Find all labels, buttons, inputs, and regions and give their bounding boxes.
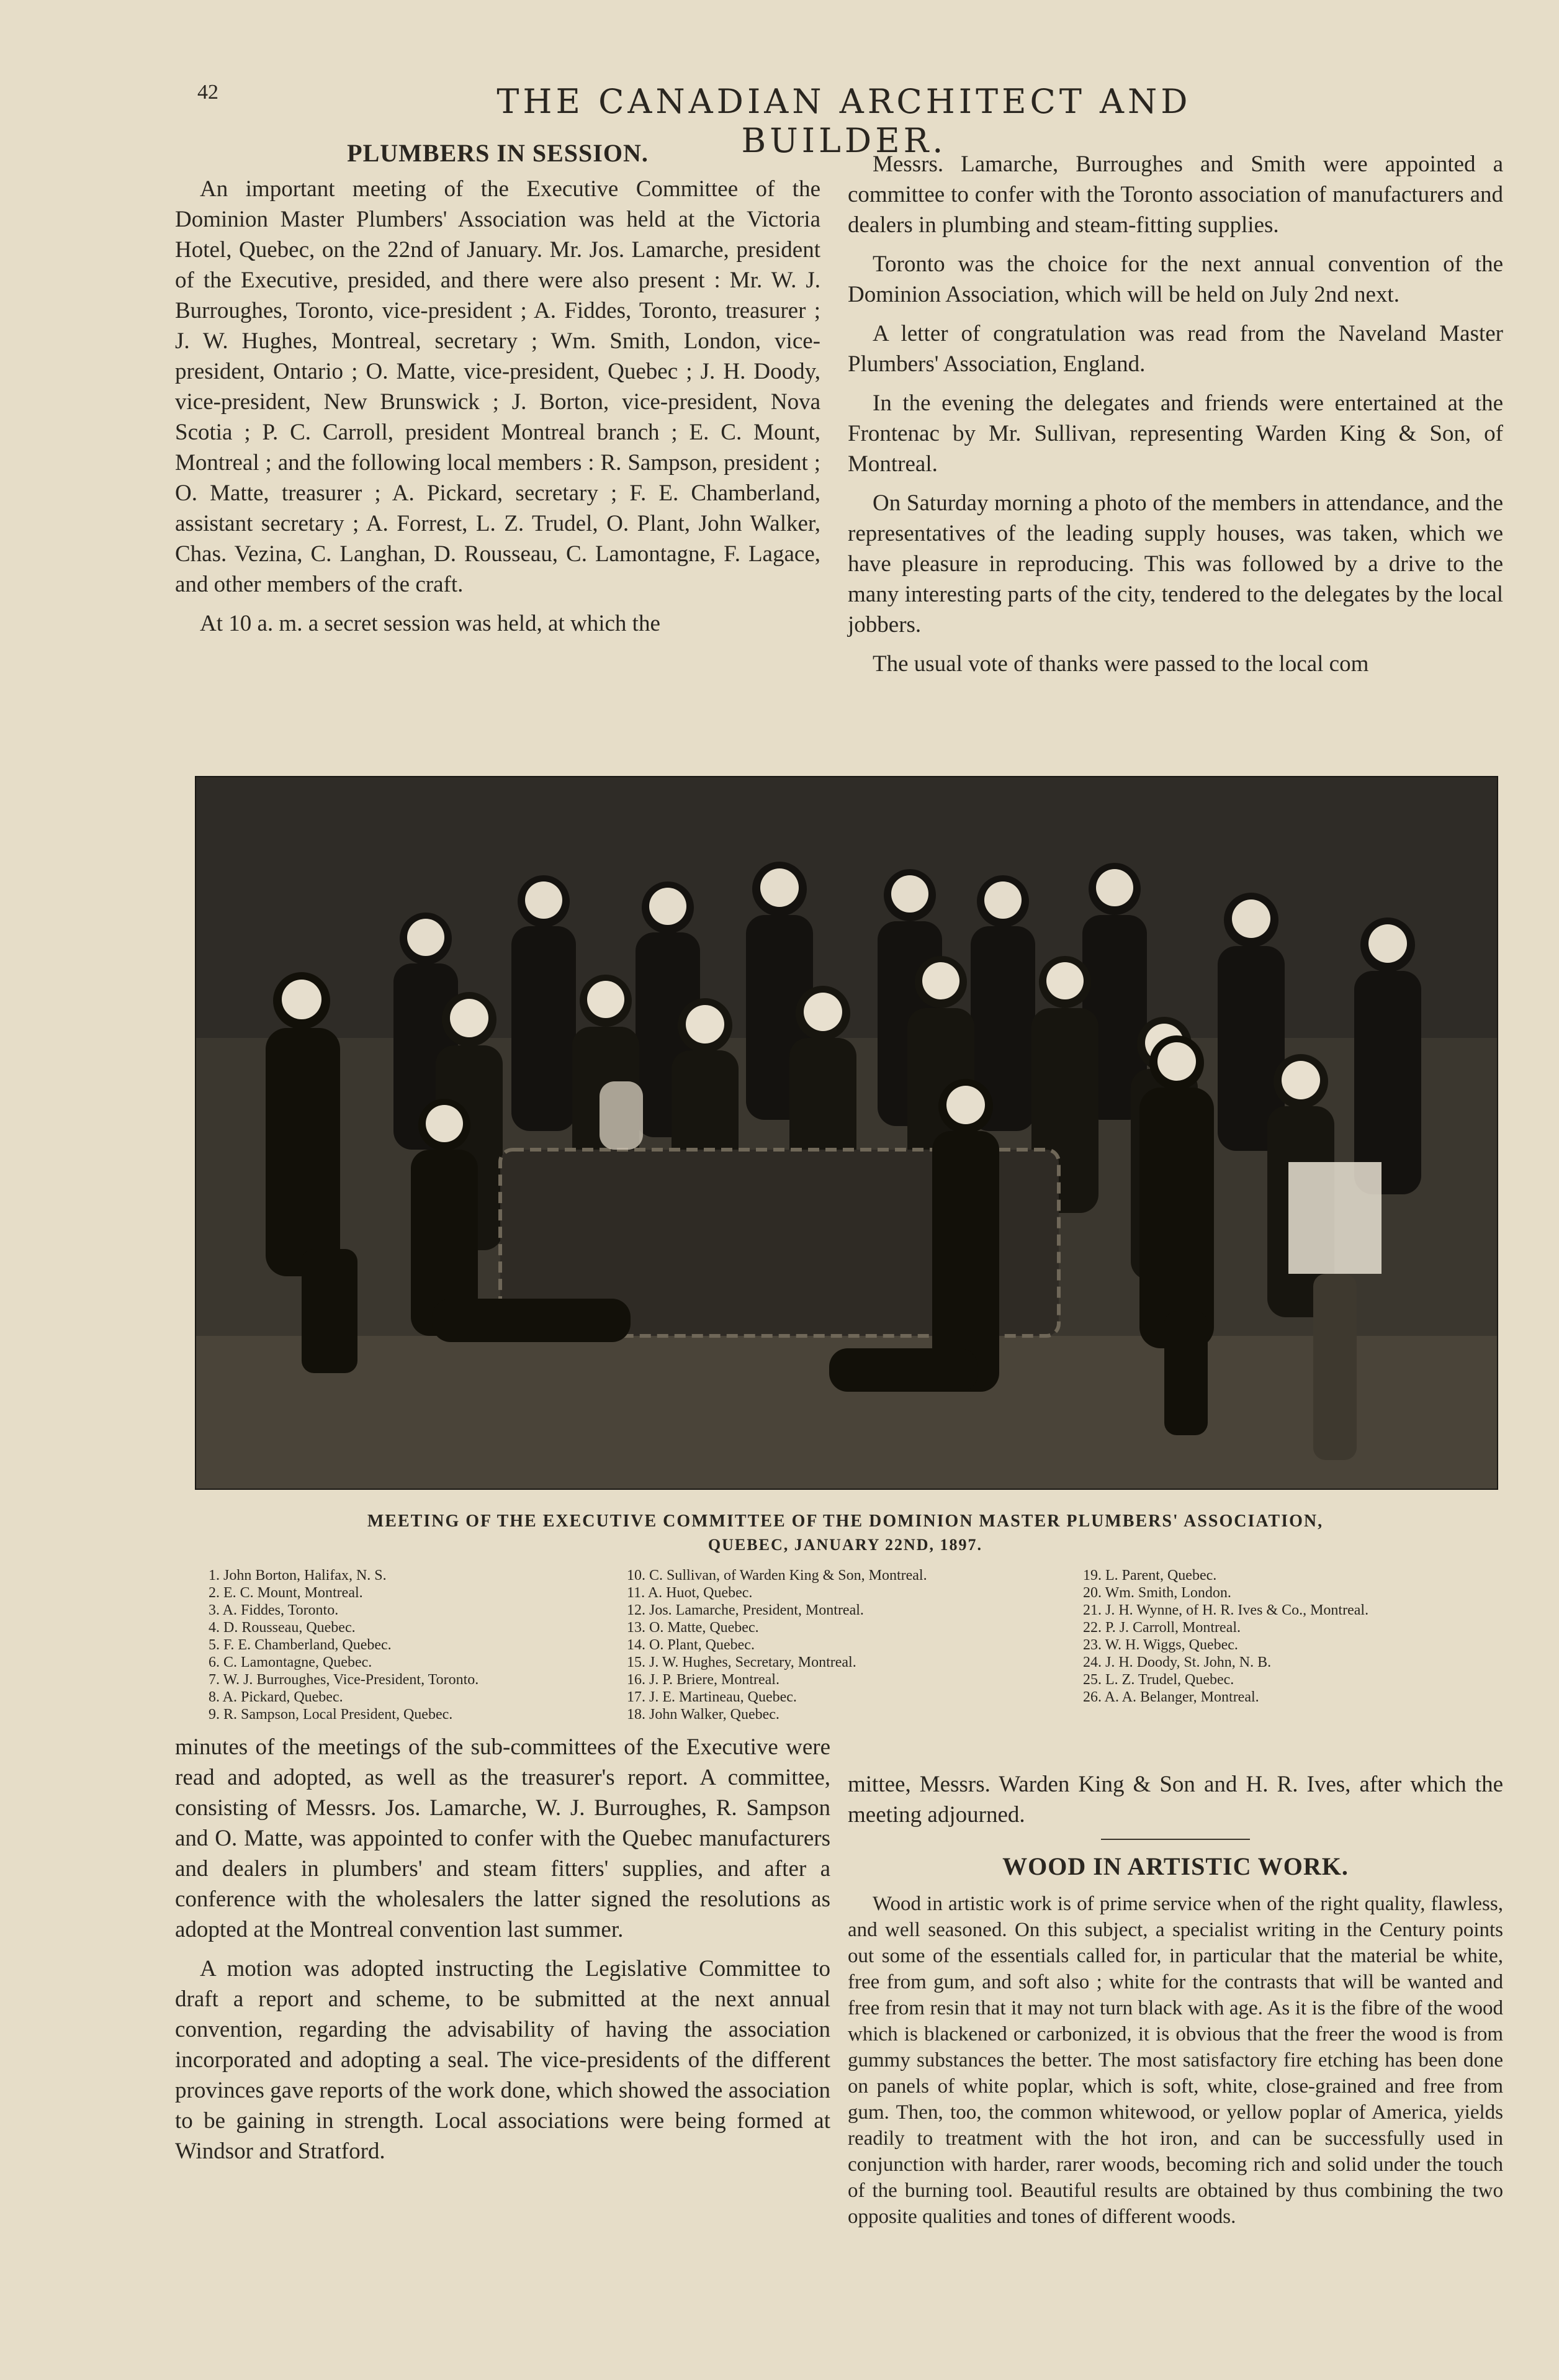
photo-caption-date: QUEBEC, JANUARY 22ND, 1897. — [708, 1536, 983, 1554]
legend-entry: 22. P. J. Carroll, Montreal. — [1083, 1620, 1241, 1636]
legend-entry: 7. W. J. Burroughes, Vice-President, Toronto. — [209, 1672, 479, 1688]
article-title-wood: WOOD IN ARTISTIC WORK. — [1002, 1852, 1349, 1880]
legend-entry: 17. J. E. Martineau, Quebec. — [627, 1689, 797, 1705]
legend-entry: 1. John Borton, Halifax, N. S. — [209, 1567, 387, 1584]
legend-entry: 2. E. C. Mount, Montreal. — [209, 1585, 363, 1601]
article1-paragraph: The usual vote of thanks were passed to the local com — [873, 651, 1369, 677]
legend-entry: 20. Wm. Smith, London. — [1083, 1585, 1231, 1601]
article1-paragraph: Toronto was the choice for the next annual convention of the Dominion Association, which will be held on July 2nd next. — [848, 251, 1503, 307]
legend-entry: 25. L. Z. Trudel, Quebec. — [1083, 1672, 1234, 1688]
legend-entry: 14. O. Plant, Quebec. — [627, 1637, 755, 1653]
right-bottom-column — [848, 1769, 1503, 2238]
photo-legend-column-3 — [1083, 1567, 1368, 1706]
article1-right-column — [848, 149, 1503, 688]
photo-legend-column-2 — [627, 1567, 927, 1723]
legend-entry: 8. A. Pickard, Quebec. — [209, 1689, 343, 1705]
photo-caption-line: MEETING OF THE EXECUTIVE COMMITTEE OF THE DOMINION MASTER PLUMBERS' ASSOCIATION, — [367, 1512, 1324, 1531]
article2-paragraph: Wood in artistic work is of prime service when of the right quality, flawless, and well seasoned. On this subject, a specialist writing in the Century points out some of the essentials called for, in particular that the material be white, free from gum, and soft also ; white for the contrasts that will be wanted and free from resin that it may not turn black with age. As it is the fibre of the wood which is blackened or carbonized, it is obvious that the freer the wood is from gummy substances the better. The most satisfactory fire etching has been done on panels of white poplar, which is soft, white, close-grained and free from gum. Then, too, the common whitewood, or yellow poplar of America, yields readily to treatment with the hot iron, and can be successfully used in conjunction with harder, rarer woods, becoming rich and solid under the touch of the burning tool. Beautiful results are obtained by thus combining the two opposite qualities and tones of different woods. — [848, 1893, 1503, 2228]
article1-paragraph: A motion was adopted instructing the Legislative Committee to draft a report and scheme, to be submitted at the next annual convention, regarding the advisability of having the association incorporated and adopting a seal. The vice-presidents of the different provinces gave reports of the work done, which showed the association to be gaining in strength. Local associations were being formed at Windsor and Stratford. — [175, 1956, 830, 2164]
legend-entry: 24. J. H. Doody, St. John, N. B. — [1083, 1654, 1272, 1670]
legend-entry: 12. Jos. Lamarche, President, Montreal. — [627, 1602, 864, 1618]
article1-paragraph: minutes of the meetings of the sub-committees of the Executive were read and adopted, as well as the treasurer's report. A committee, consisting of Messrs. Jos. Lamarche, W. J. Burroughes, R. Sampson and O. Matte, was appointed to confer with the Quebec manufacturers and dealers in plumbers' and steam fitters' supplies, and after a conference with the wholesalers the latter signed the resolutions as adopted at the Montreal convention last summer. — [175, 1734, 830, 1942]
legend-entry: 26. A. A. Belanger, Montreal. — [1083, 1689, 1259, 1705]
group-photograph — [195, 776, 1498, 1490]
legend-entry: 16. J. P. Briere, Montreal. — [627, 1672, 780, 1688]
legend-entry: 9. R. Sampson, Local President, Quebec. — [209, 1706, 453, 1723]
journal-title: THE CANADIAN ARCHITECT AND BUILDER. — [496, 82, 1192, 160]
legend-entry: 18. John Walker, Quebec. — [627, 1706, 780, 1723]
legend-entry: 23. W. H. Wiggs, Quebec. — [1083, 1637, 1238, 1653]
legend-entry: 3. A. Fiddes, Toronto. — [209, 1602, 339, 1618]
article1-paragraph: On Saturday morning a photo of the members in attendance, and the representatives of the leading supply houses, was taken, which we have pleasure in reproducing. This was followed by a drive to the many interesting parts of the city, tendered to the delegates by the local jobbers. — [848, 490, 1503, 638]
photo-caption — [195, 1510, 1496, 1557]
legend-entry: 13. O. Matte, Quebec. — [627, 1620, 759, 1636]
photo-legend-column-1 — [209, 1567, 478, 1723]
legend-entry: 21. J. H. Wynne, of H. R. Ives & Co., Montreal. — [1083, 1602, 1369, 1618]
article1-closing-paragraph: mittee, Messrs. Warden King & Son and H. R. Ives, after which the meeting adjourned. — [848, 1772, 1503, 1828]
legend-entry: 19. L. Parent, Quebec. — [1083, 1567, 1217, 1584]
legend-entry: 5. F. E. Chamberland, Quebec. — [209, 1637, 392, 1653]
article1-continued-left-column — [175, 1732, 830, 2175]
legend-entry: 11. A. Huot, Quebec. — [627, 1585, 753, 1601]
article1-paragraph: A letter of congratulation was read from the Naveland Master Plumbers' Association, England. — [848, 321, 1503, 377]
legend-entry: 15. J. W. Hughes, Secretary, Montreal. — [627, 1654, 856, 1670]
article1-paragraph: In the evening the delegates and friends were entertained at the Frontenac by Mr. Sullivan, representing Warden King & Son, of Montreal. — [848, 390, 1503, 477]
article1-paragraph: At 10 a. m. a secret session was held, at which the — [200, 611, 660, 636]
article-divider — [1101, 1839, 1250, 1840]
legend-entry: 10. C. Sullivan, of Warden King & Son, Montreal. — [627, 1567, 927, 1584]
article1-paragraph: Messrs. Lamarche, Burroughes and Smith were appointed a committee to confer with the Toronto association of manufacturers and dealers in plumbing and steam-fitting supplies. — [848, 151, 1503, 238]
article1-left-column — [175, 174, 820, 647]
article1-paragraph: An important meeting of the Executive Committee of the Dominion Master Plumbers' Association was held at the Victoria Hotel, Quebec, on the 22nd of January. Mr. Jos. Lamarche, president of the Executive, presided, and there were also present : Mr. W. J. Burroughes, Toronto, vice-president ; A. Fiddes, Toronto, treasurer ; J. W. Hughes, Montreal, secretary ; Wm. Smith, London, vice-president, Ontario ; O. Matte, vice-president, Quebec ; J. H. Doody, vice-president, New Brunswick ; J. Borton, vice-president, Nova Scotia ; P. C. Carroll, president Montreal branch ; E. C. Mount, Montreal ; and the following local members : R. Sampson, president ; O. Matte, treasurer ; A. Pickard, secretary ; F. E. Chamberland, assistant secretary ; A. Forrest, L. Z. Trudel, O. Plant, John Walker, Chas. Vezina, C. Langhan, D. Rousseau, C. Lamontagne, F. Lagace, and other members of the craft. — [175, 176, 820, 597]
legend-entry: 4. D. Rousseau, Quebec. — [209, 1620, 356, 1636]
photo-illustration — [196, 777, 1497, 1489]
page-number: 42 — [197, 81, 218, 104]
article-title-plumbers: PLUMBERS IN SESSION. — [347, 139, 649, 167]
legend-entry: 6. C. Lamontagne, Quebec. — [209, 1654, 372, 1670]
